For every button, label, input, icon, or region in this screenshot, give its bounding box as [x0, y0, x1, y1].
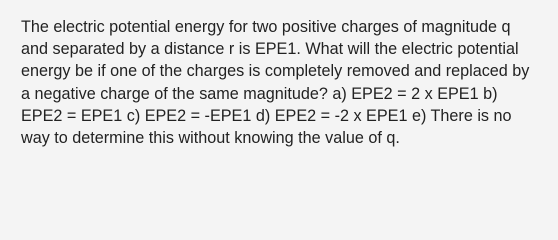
question-text: The electric potential energy for two positive charges of magnitude q and separated by a distance r is EPE1. What will the electric potential energy be if one of the charges is completely removed and replaced by a negative charge of the same magnitude? a) EPE2 = 2 x EPE1 b) EPE2 = EPE1 c) EPE2 = -EPE1 d) EPE2 = -2 x EPE1 e) There is no way to determine this without knowing the value of q.	[21, 18, 530, 148]
